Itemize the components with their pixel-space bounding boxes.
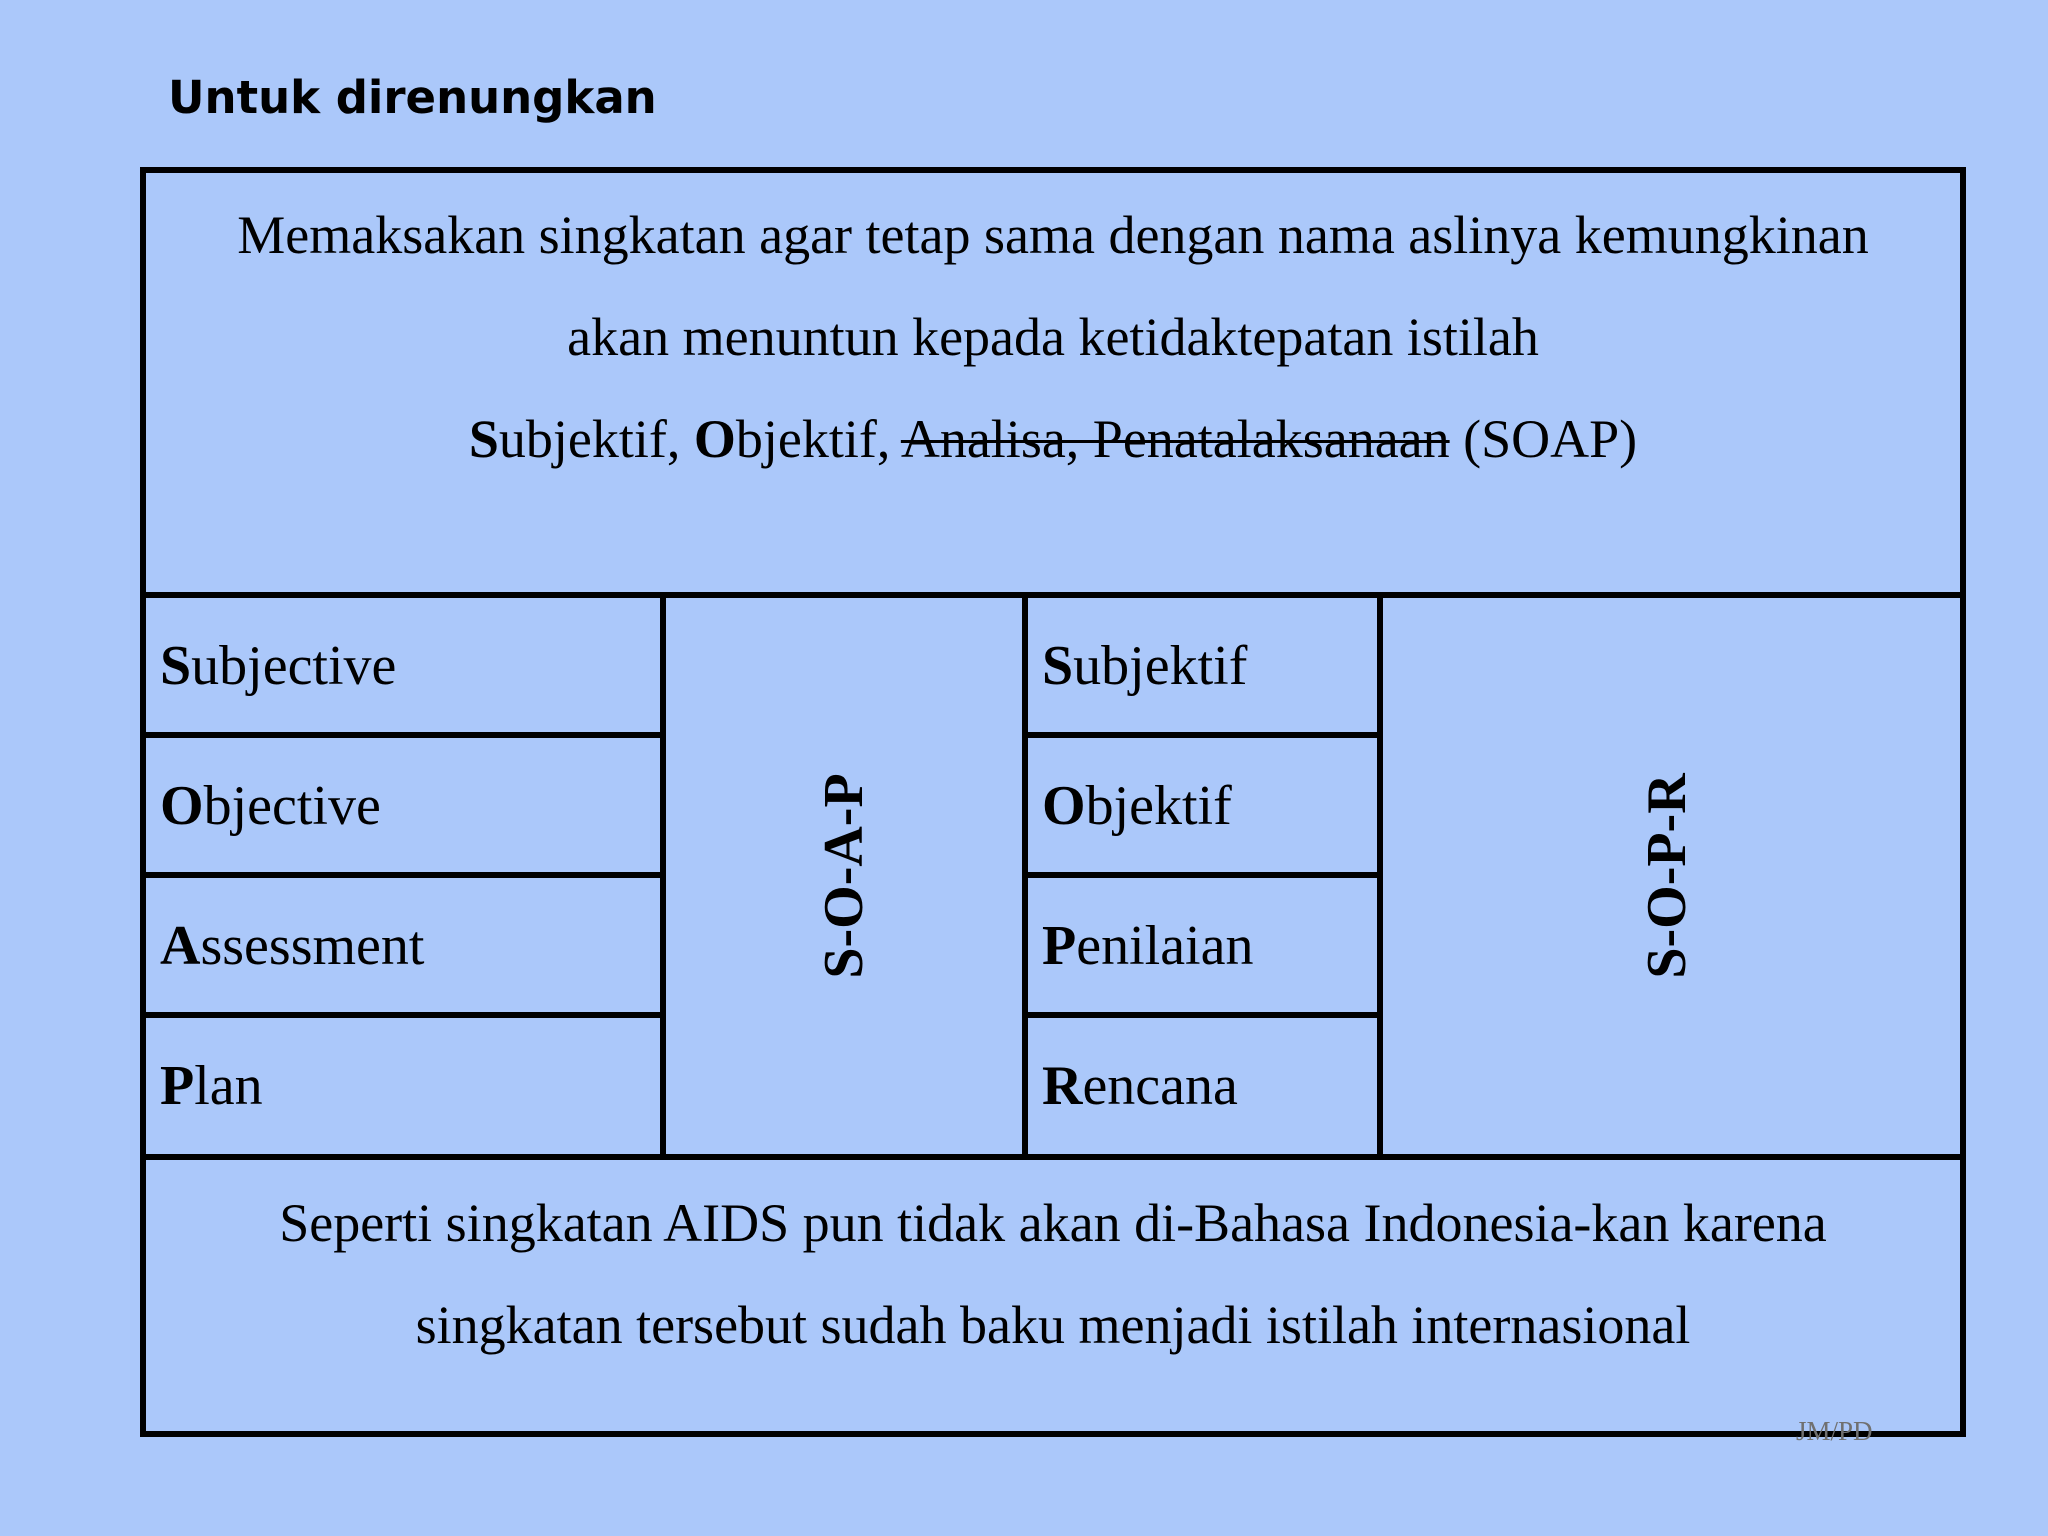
- term-plan: Plan: [160, 1055, 263, 1117]
- text-s-rest: ubjektif,: [498, 409, 694, 469]
- term-rencana: Rencana: [1042, 1055, 1238, 1117]
- top-line-2: akan menuntun kepada ketidaktepatan istilah: [567, 307, 1539, 367]
- term-penilaian: Penilaian: [1042, 915, 1254, 977]
- main-table-frame: [140, 167, 1966, 1437]
- bottom-line-2: singkatan tersebut sudah baku menjadi istilah internasional: [415, 1295, 1691, 1355]
- term-assessment: Assessment: [160, 915, 425, 977]
- soap-label: S-O-A-P: [813, 773, 875, 979]
- author-mark: JM/PD: [1796, 1416, 1873, 1446]
- term-objective: Objective: [160, 775, 381, 837]
- struck-text: Analisa, Penatalaksanaan: [900, 409, 1450, 469]
- term-objektif: Objektif: [1042, 775, 1232, 837]
- initial-o: O: [693, 409, 736, 469]
- text-suffix: (SOAP): [1449, 409, 1638, 469]
- top-line-3: [146, 389, 1960, 489]
- initial-s: S: [468, 409, 499, 469]
- term-subjektif: Subjektif: [1042, 635, 1248, 697]
- term-subjective: Subjective: [160, 635, 397, 697]
- text-o-rest: bjektif,: [735, 409, 901, 469]
- top-line-1: Memaksakan singkatan agar tetap sama dengan nama aslinya kemungkinan: [237, 205, 1869, 265]
- bottom-line-1: Seperti singkatan AIDS pun tidak akan di-Bahasa Indonesia-kan karena: [279, 1193, 1827, 1253]
- top-explanation: [146, 173, 1960, 595]
- slide-title: Untuk direnungkan: [168, 71, 657, 124]
- divider-bottom: [146, 1154, 1960, 1160]
- divider-col-1: [660, 595, 666, 1157]
- sopr-label: S-O-P-R: [1636, 773, 1698, 979]
